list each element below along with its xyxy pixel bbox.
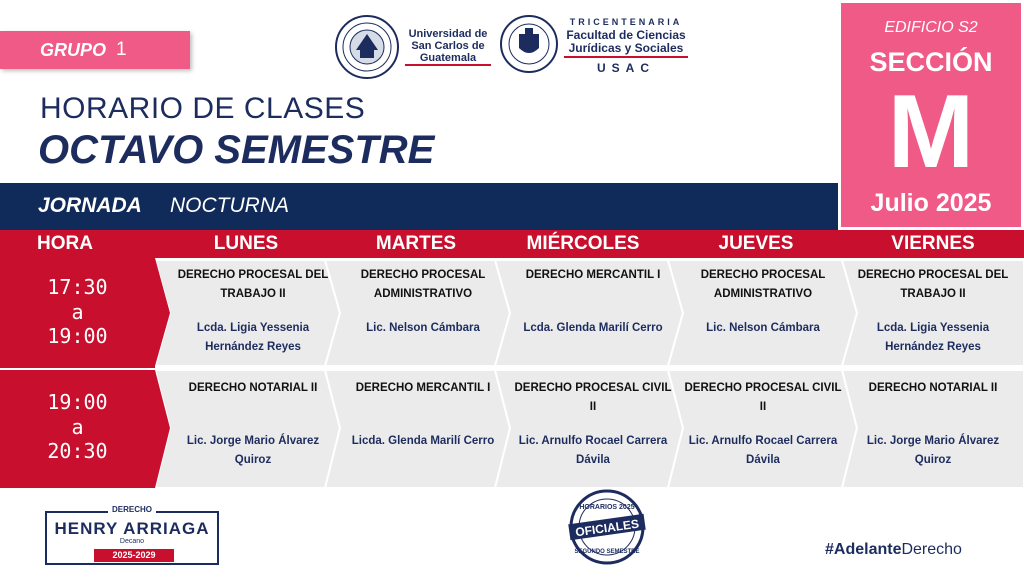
time-separator: a	[71, 300, 84, 324]
section-box	[838, 0, 1024, 230]
stamp-bottom: SEGUNDO SEMESTRE	[574, 549, 640, 555]
class-subject: DERECHO NOTARIAL II	[188, 382, 318, 394]
section-date: Julio 2025	[870, 189, 992, 217]
day-header-jueves: JUEVES	[718, 233, 794, 254]
class-teacher: Lic. Jorge Mario Álvarez Quiroz	[186, 435, 320, 466]
class-subject: DERECHO MERCANTIL I	[525, 269, 661, 281]
class-cell-lunes-2	[167, 375, 339, 483]
day-header-miercoles: MIÉRCOLES	[526, 233, 640, 254]
class-cell-miercoles-2	[507, 375, 679, 483]
hashtag-rest: Derecho	[901, 541, 962, 558]
class-subject: DERECHO PROCESAL DEL TRABAJO II	[857, 269, 1009, 300]
badge-top-text: DERECHO	[108, 505, 156, 514]
class-cell-miercoles-1	[507, 262, 679, 370]
class-cell-lunes-1	[167, 262, 339, 370]
day-header-viernes: VIERNES	[891, 233, 975, 254]
class-subject: DERECHO PROCESAL CIVIL II	[684, 382, 842, 413]
jornada-bar	[0, 183, 840, 230]
class-teacher: Lic. Nelson Cámbara	[366, 322, 480, 334]
class-subject: DERECHO PROCESAL CIVIL II	[514, 382, 672, 413]
faculty-usac: USAC	[596, 61, 655, 75]
edificio-label: EDIFICIO S2	[884, 19, 978, 36]
time-start: 19:00	[47, 390, 108, 414]
badge-name: HENRY ARRIAGA	[54, 519, 210, 538]
class-subject: DERECHO PROCESAL ADMINISTRATIVO	[360, 269, 486, 300]
oficiales-stamp-icon	[563, 489, 651, 565]
seccion-label: SECCIÓN	[869, 47, 993, 77]
time-separator: a	[71, 415, 84, 439]
class-teacher: Licda. Glenda Marilí Cerro	[351, 435, 495, 447]
stamp-top: HORARIOS 2025	[579, 504, 635, 511]
badge-top	[47, 505, 217, 514]
title-line1: HORARIO DE CLASES	[40, 92, 366, 125]
class-subject: DERECHO MERCANTIL I	[355, 382, 491, 394]
faculty-seal-icon	[499, 14, 559, 74]
class-teacher: Lic. Arnulfo Rocael Carrera Dávila	[518, 435, 668, 466]
stamp-main: OFICIALES	[574, 516, 640, 540]
class-teacher: Lcda. Glenda Marilí Cerro	[523, 322, 663, 334]
class-subject: DERECHO PROCESAL ADMINISTRATIVO	[700, 269, 826, 300]
time-slot-1	[0, 262, 155, 368]
class-cell-martes-2	[337, 375, 509, 483]
time-start: 17:30	[47, 275, 108, 299]
class-teacher: Lic. Nelson Cámbara	[706, 322, 820, 334]
class-cell-martes-1	[337, 262, 509, 370]
class-cell-viernes-2	[847, 375, 1019, 483]
seccion-letter: M	[887, 74, 975, 190]
day-header-lunes: LUNES	[213, 233, 279, 254]
faculty-top-label: TRICENTENARIA	[569, 17, 683, 27]
grupo-number: 1	[116, 39, 127, 60]
hashtag-bold: #Adelante	[825, 541, 902, 558]
faculty-name: Facultad de Ciencias Jurídicas y Sociales	[566, 28, 686, 55]
usac-seal-icon	[334, 14, 400, 80]
time-end: 20:30	[47, 439, 108, 463]
grupo-label: GRUPO	[40, 40, 107, 60]
table-header	[0, 230, 1024, 258]
badge-role: Decano	[119, 538, 145, 545]
class-cell-jueves-2	[677, 375, 849, 483]
class-teacher: Lic. Arnulfo Rocael Carrera Dávila	[688, 435, 838, 466]
usac-name: Universidad de San Carlos de Guatemala	[408, 28, 488, 64]
time-slot-2	[0, 375, 155, 481]
faculty-divider	[564, 56, 688, 58]
class-cell-jueves-1	[677, 262, 849, 370]
grupo-banner	[0, 31, 190, 69]
class-teacher: Lcda. Ligia Yessenia Hernández Reyes	[876, 322, 990, 353]
title-line2: OCTAVO SEMESTRE	[38, 128, 435, 172]
jornada-bold: JORNADA	[38, 194, 142, 217]
usac-divider	[405, 64, 491, 66]
class-cell-viernes-1	[847, 262, 1019, 370]
class-teacher: Lcda. Ligia Yessenia Hernández Reyes	[196, 322, 310, 353]
dean-badge	[45, 505, 219, 565]
jornada-rest: NOCTURNA	[170, 194, 289, 217]
time-end: 19:00	[47, 324, 108, 348]
hashtag	[825, 541, 962, 559]
hora-header: HORA	[37, 233, 93, 254]
class-subject: DERECHO PROCESAL DEL TRABAJO II	[177, 269, 329, 300]
badge-years: 2025-2029	[94, 549, 174, 562]
class-subject: DERECHO NOTARIAL II	[868, 382, 998, 394]
day-header-martes: MARTES	[375, 233, 457, 254]
class-teacher: Lic. Jorge Mario Álvarez Quiroz	[866, 435, 1000, 466]
